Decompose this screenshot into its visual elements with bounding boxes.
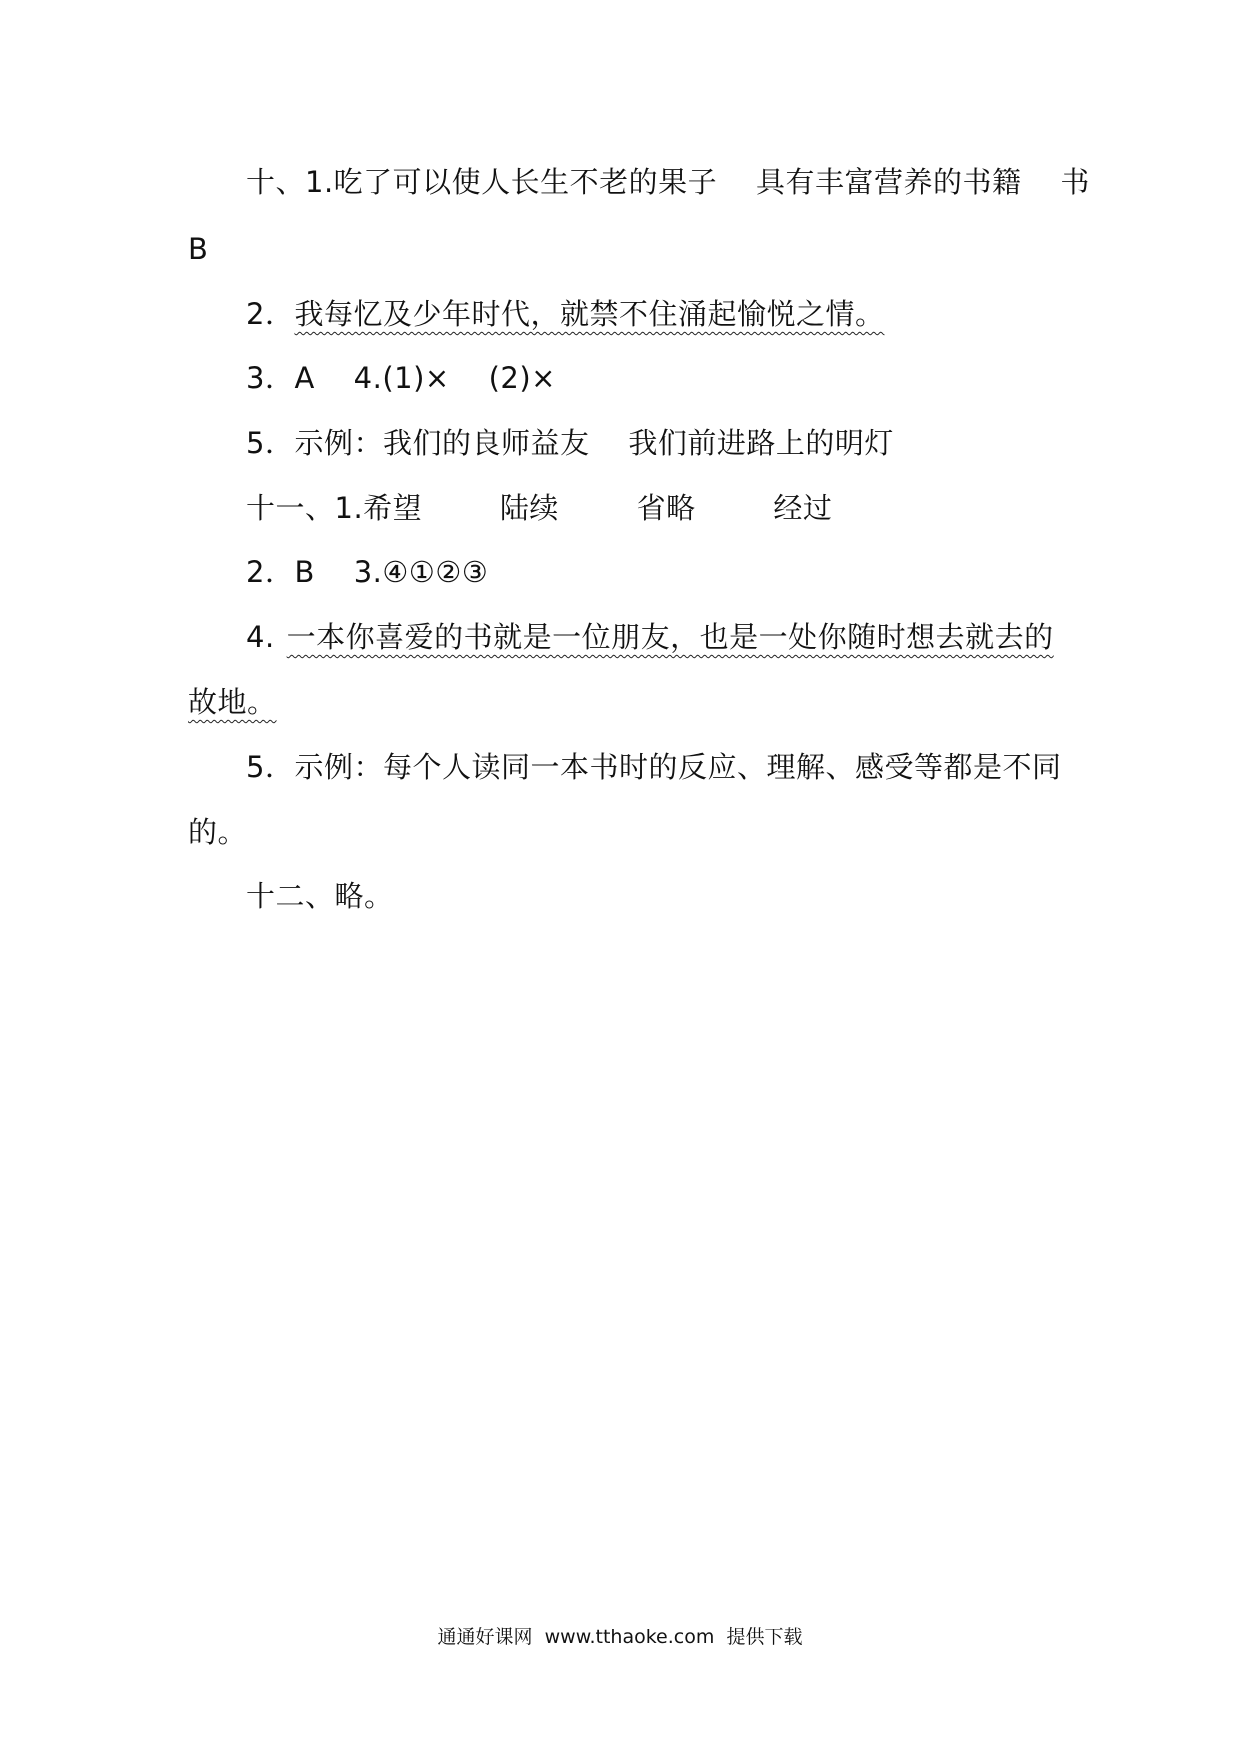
answer-line-11-4 <box>246 617 1054 657</box>
answer-line-10-1 <box>246 162 1090 202</box>
text-segment: 十二、略。 <box>246 879 394 913</box>
answer-line-10-3-4 <box>246 358 556 398</box>
answer-line-11-1 <box>246 488 832 528</box>
page-footer: 通通好课网 www.tthaoke.com 提供下载 <box>437 1626 803 1648</box>
answer-line-10-5 <box>246 423 894 463</box>
answer-line-11-4-cont <box>188 682 277 722</box>
answer-line-11-5 <box>246 747 1061 787</box>
text-segment: 5．示例：我们的良师益友 我们前进路上的明灯 <box>246 426 894 460</box>
text-segment: B <box>188 232 209 266</box>
answer-line-10-1-cont <box>188 229 208 269</box>
text-segment: 5．示例：每个人读同一本书时的反应、理解、感受等都是不同 <box>246 750 1062 784</box>
answer-line-12 <box>246 876 394 916</box>
text-segment: 2．B 3.④①②③ <box>246 555 489 589</box>
text-segment: 2． <box>246 297 295 331</box>
text-segment: 3．A 4.(1)× (2)× <box>246 361 556 395</box>
wavy-underlined-sentence: 我每忆及少年时代，就禁不住涌起愉悦之情。 <box>294 297 885 331</box>
text-segment: 十一、1.希望 陆续 省略 经过 <box>246 491 833 525</box>
wavy-underlined-sentence: 故地。 <box>188 685 277 719</box>
answer-line-11-2-3 <box>246 552 488 592</box>
text-segment: 的。 <box>188 815 248 849</box>
text-segment: 十、1.吃了可以使人长生不老的果子 具有丰富营养的书籍 书 <box>246 165 1090 199</box>
answer-line-11-5-cont <box>188 812 247 852</box>
wavy-underlined-sentence: 一本你喜爱的书就是一位朋友，也是一处你随时想去就去的 <box>286 620 1054 654</box>
text-segment: 4. <box>246 620 275 654</box>
answer-line-10-2 <box>246 294 884 334</box>
